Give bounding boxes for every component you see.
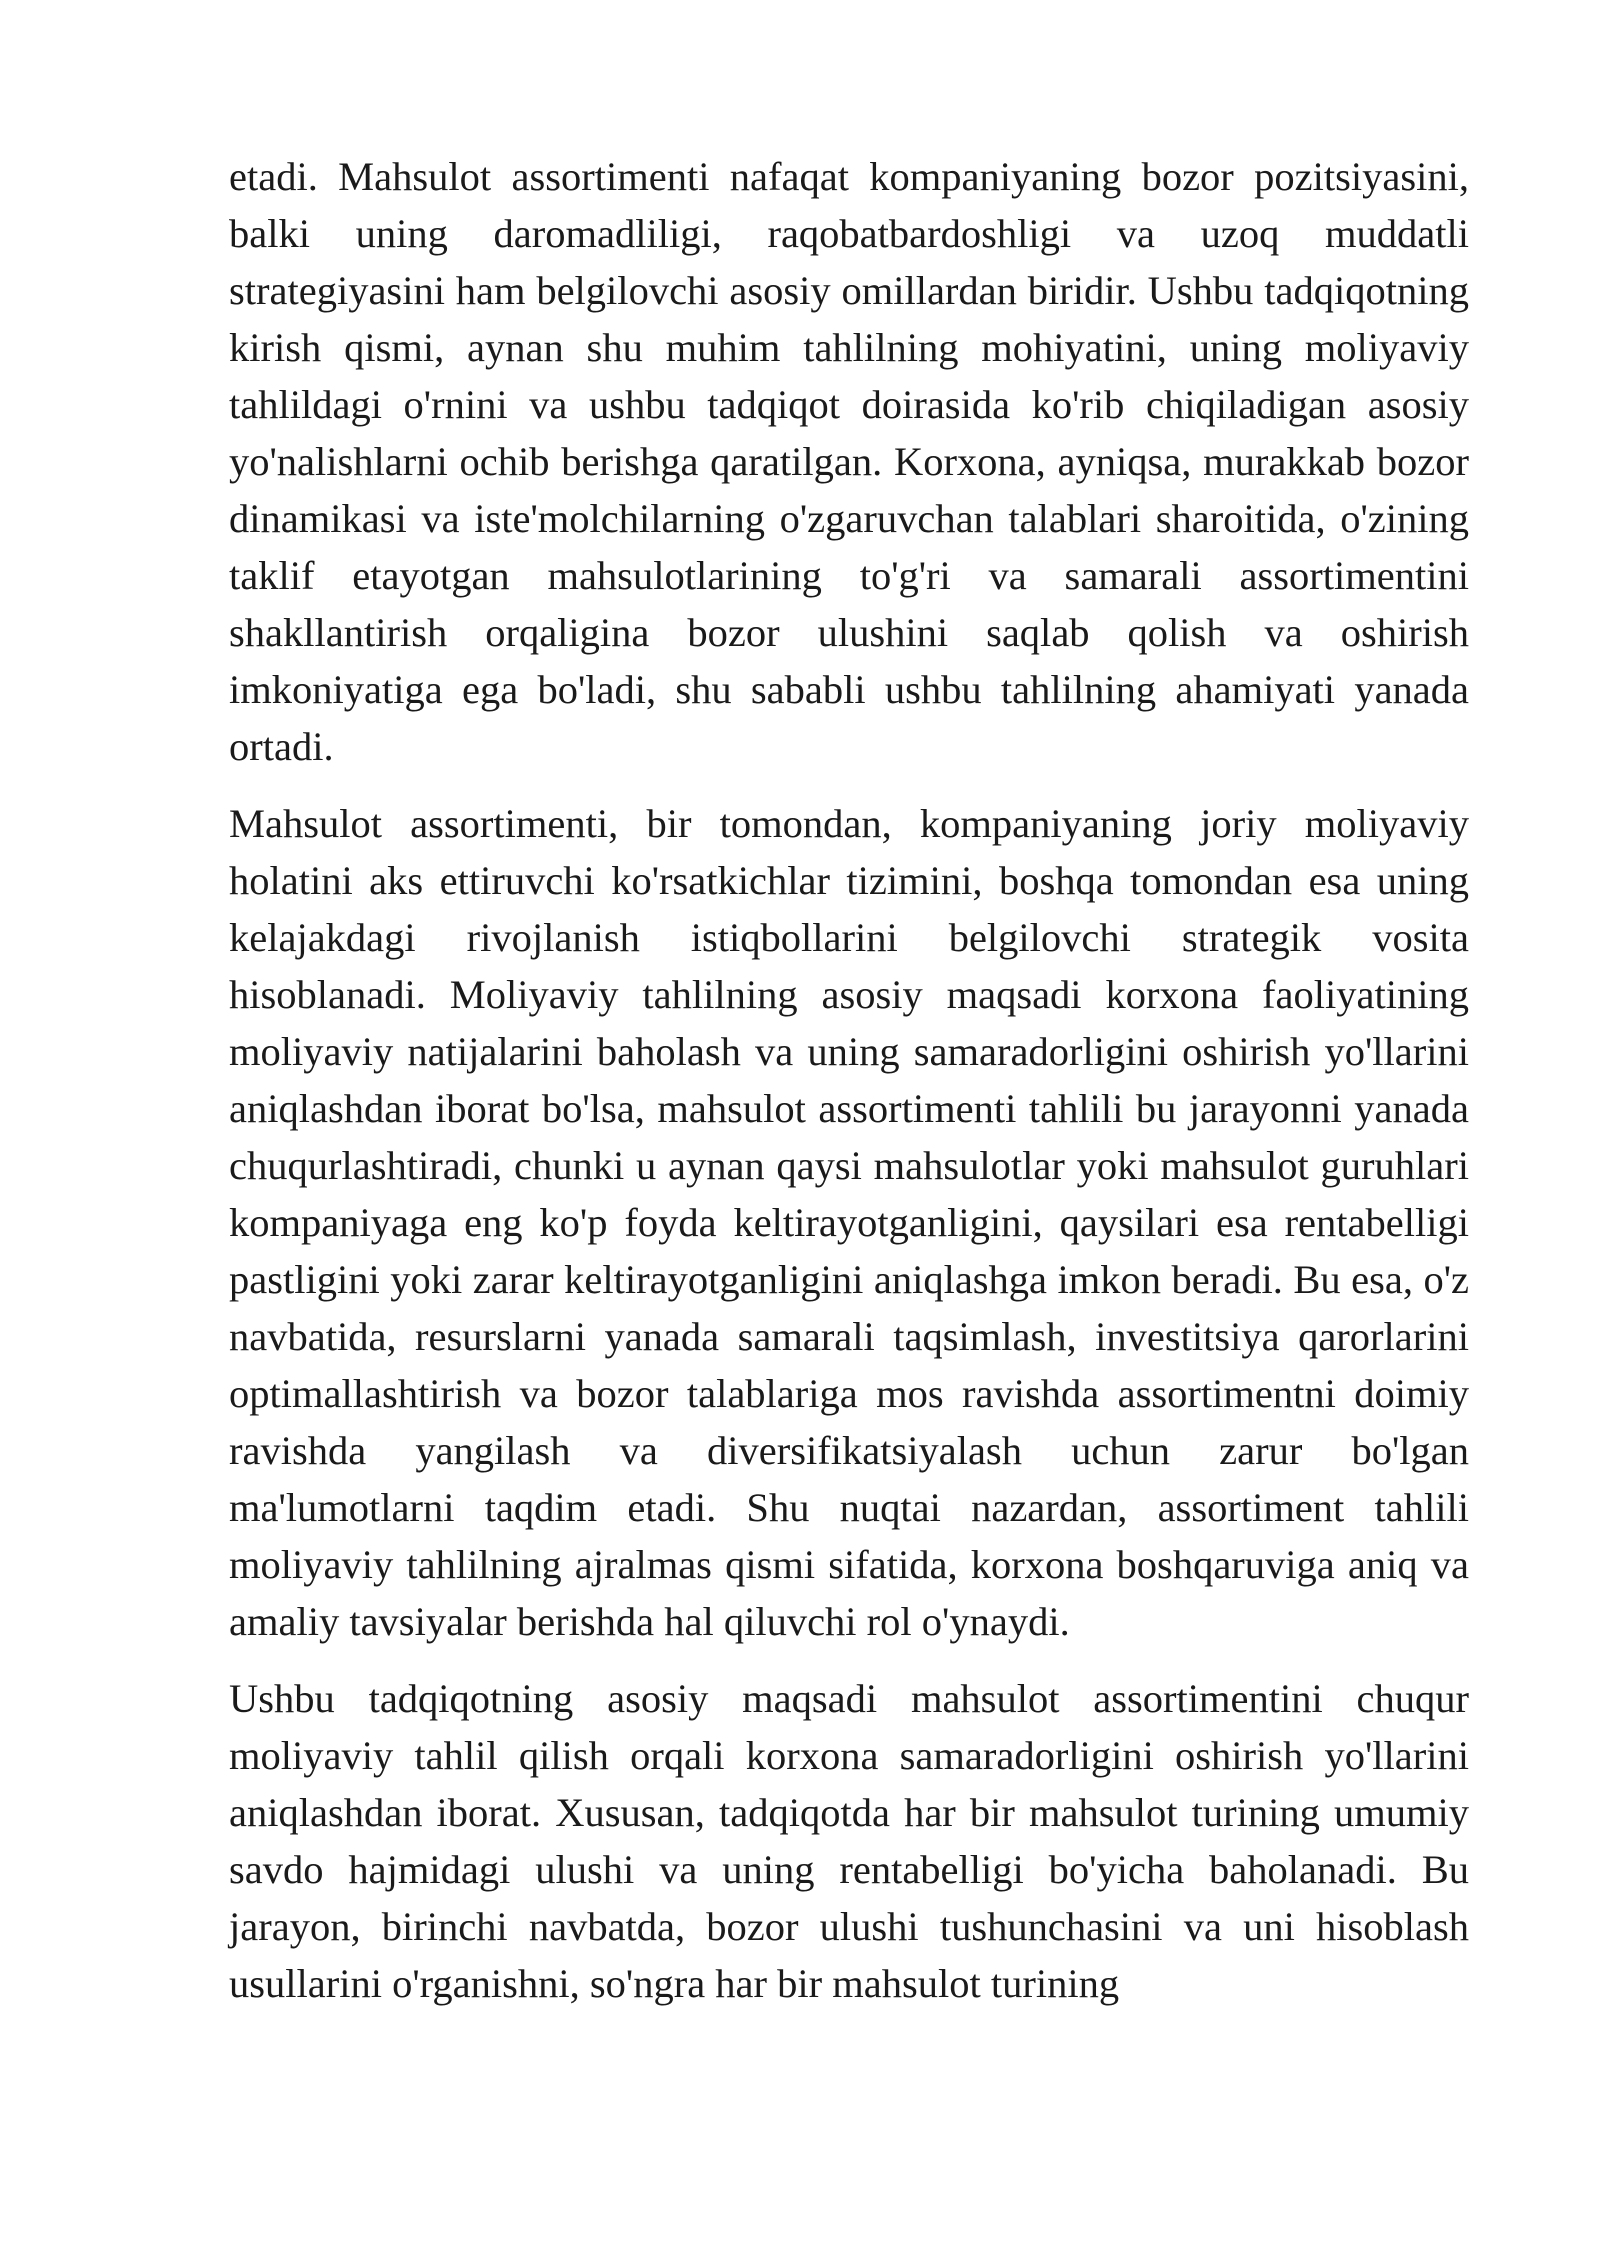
paragraph-3: Ushbu tadqiqotning asosiy maqsadi mahsulot assortimentini chuqur moliyaviy tahlil qilish orqali korxona samaradorligini oshirish yo'llarini aniqlashdan iborat. Xususan, tadqiqotda har bir mahsulot turining umumiy savdo hajmidagi ulushi va uning rentabelligi bo'yicha baholanadi. Bu jarayon, birinchi navbatda, bozor ulushi tushunchasini va uni hisoblash usullarini o'rganishni, so'ngra har bir mahsulot turining: [229, 1676, 1469, 2006]
document-page: [229, 148, 1469, 2032]
paragraph-2: Mahsulot assortimenti, bir tomondan, kompaniyaning joriy moliyaviy holatini aks ettiruvchi ko'rsatkichlar tizimini, boshqa tomondan esa uning kelajakdagi rivojlanish istiqbollarini belgilovchi strategik vosita hisoblanadi. Moliyaviy tahlilning asosiy maqsadi korxona faoliyatining moliyaviy natijalarini baholash va uning samaradorligini oshirish yo'llarini aniqlashdan iborat bo'lsa, mahsulot assortimenti tahlili bu jarayonni yanada chuqurlashtiradi, chunki u aynan qaysi mahsulotlar yoki mahsulot guruhlari kompaniyaga eng ko'p foyda keltirayotganligini, qaysilari esa rentabelligi pastligini yoki zarar keltirayotganligini aniqlashga imkon beradi. Bu esa, o'z navbatida, resurslarni yanada samarali taqsimlash, investitsiya qarorlarini optimallashtirish va bozor talablariga mos ravishda assortimentni doimiy ravishda yangilash va diversifikatsiyalash uchun zarur bo'lgan ma'lumotlarni taqdim etadi. Shu nuqtai nazardan, assortiment tahlili moliyaviy tahlilning ajralmas qismi sifatida, korxona boshqaruviga aniq va amaliy tavsiyalar berishda hal qiluvchi rol o'ynaydi.: [229, 801, 1469, 1644]
paragraph-1: etadi. Mahsulot assortimenti nafaqat kompaniyaning bozor pozitsiyasini, balki uning daromadliligi, raqobatbardoshligi va uzoq muddatli strategiyasini ham belgilovchi asosiy omillardan biridir. Ushbu tadqiqotning kirish qismi, aynan shu muhim tahlilning mohiyatini, uning moliyaviy tahlildagi o'rnini va ushbu tadqiqot doirasida ko'rib chiqiladigan asosiy yo'nalishlarni ochib berishga qaratilgan. Korxona, ayniqsa, murakkab bozor dinamikasi va iste'molchilarning o'zgaruvchan talablari sharoitida, o'zining taklif etayotgan mahsulotlarining to'g'ri va samarali assortimentini shakllantirish orqaligina bozor ulushini saqlab qolish va oshirish imkoniyatiga ega bo'ladi, shu sababli ushbu tahlilning ahamiyati yanada ortadi.: [229, 154, 1469, 769]
